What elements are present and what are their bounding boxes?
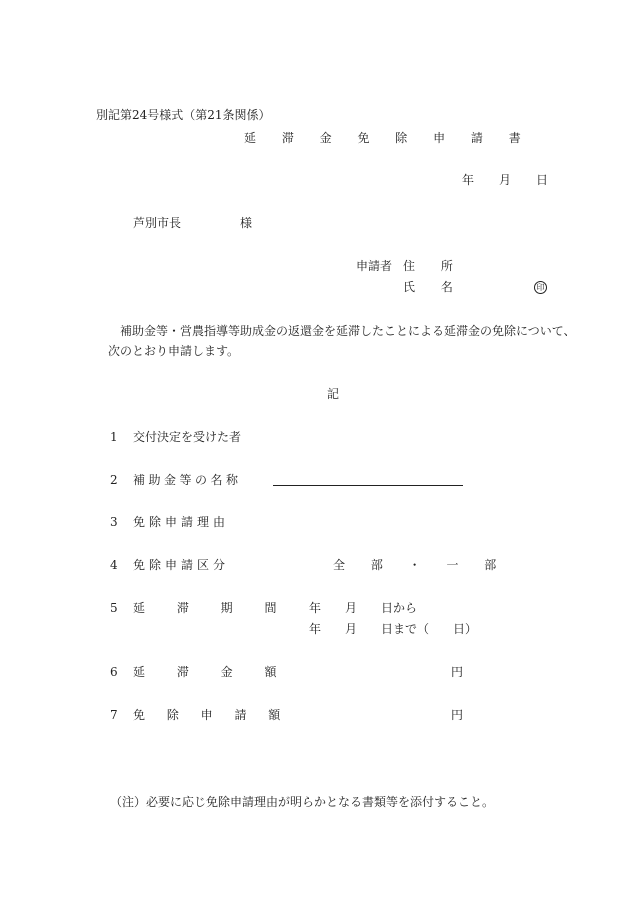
period-days-unit: 日） — [453, 622, 478, 636]
document-title: 延 滞 金 免 除 申 請 書 — [244, 131, 532, 145]
item-number-6: 6 — [110, 665, 118, 679]
period-from-year: 年 — [309, 601, 322, 615]
date-year-label: 年 — [462, 173, 475, 187]
period-from-month: 月 — [345, 601, 358, 615]
ki-heading: 記 — [327, 387, 340, 401]
item-number-1: 1 — [110, 430, 118, 444]
exemption-amount-unit: 円 — [451, 708, 464, 722]
form-number: 別記第24号様式（第21条関係） — [96, 108, 271, 122]
period-from-day: 日から — [381, 601, 418, 615]
item-label-4: 免除申請区分 — [133, 558, 230, 572]
item-number-4: 4 — [110, 558, 118, 572]
item-number-2: 2 — [110, 473, 118, 487]
item-number-5: 5 — [110, 601, 118, 615]
period-to-month: 月 — [345, 622, 358, 636]
seal-mark: 印 — [534, 281, 547, 294]
item-label-6: 延 滞 金 額 — [133, 665, 291, 679]
item-label-3: 免除申請理由 — [133, 515, 230, 529]
period-to-day: 日まで（ — [381, 622, 430, 636]
applicant-address-label: 住 所 — [403, 259, 464, 273]
subsidy-name-underline — [273, 485, 463, 486]
date-month-label: 月 — [499, 173, 512, 187]
item-label-5: 延 滞 期 間 — [133, 601, 291, 615]
body-text-line-2: 次のとおり申請します。 — [108, 344, 240, 358]
exemption-category-options: 全 部 ・ 一 部 — [333, 558, 508, 572]
applicant-label: 申請者 — [356, 259, 393, 273]
item-number-3: 3 — [110, 515, 118, 529]
item-label-2: 補助金等の名称 — [133, 473, 242, 487]
date-day-label: 日 — [536, 173, 549, 187]
recipient-honorific: 様 — [240, 216, 253, 230]
item-label-7: 免 除 申 請 額 — [133, 708, 290, 722]
body-text-line-1: 補助金等・営農指導等助成金の返還金を延滞したことによる延滞金の免除について、 — [120, 324, 576, 338]
footnote: （注）必要に応じ免除申請理由が明らかとなる書類等を添付すること。 — [110, 795, 495, 809]
applicant-name-label: 氏 名 — [403, 280, 464, 294]
delinquency-amount-unit: 円 — [451, 665, 464, 679]
recipient-name: 芦別市長 — [133, 216, 182, 230]
item-label-1: 交付決定を受けた者 — [133, 430, 242, 444]
item-number-7: 7 — [110, 708, 118, 722]
period-to-year: 年 — [309, 622, 322, 636]
